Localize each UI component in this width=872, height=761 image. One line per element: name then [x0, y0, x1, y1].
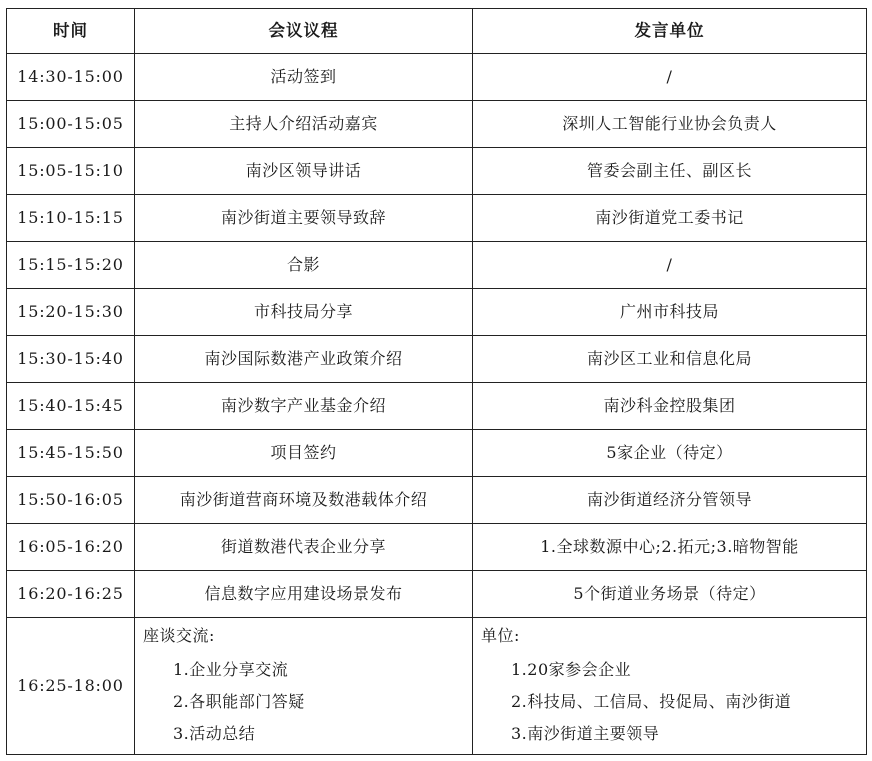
- unit-cell: 南沙街道经济分管领导: [473, 477, 867, 524]
- agenda-cell: 主持人介绍活动嘉宾: [135, 101, 473, 148]
- time-cell: 14:30-15:00: [7, 54, 135, 101]
- table-row: [7, 101, 867, 148]
- unit-cell: 南沙区工业和信息化局: [473, 336, 867, 383]
- agenda-cell: 街道数港代表企业分享: [135, 524, 473, 571]
- table-row: [7, 289, 867, 336]
- time-cell: 16:20-16:25: [7, 571, 135, 618]
- unit-cell: 南沙科金控股集团: [473, 383, 867, 430]
- table-row-discussion: [7, 618, 867, 755]
- header-unit: 发言单位: [473, 9, 867, 54]
- agenda-list-cell: [135, 618, 473, 755]
- table-row: [7, 148, 867, 195]
- unit-cell: 广州市科技局: [473, 289, 867, 336]
- agenda-cell: 南沙数字产业基金介绍: [135, 383, 473, 430]
- table-row: [7, 477, 867, 524]
- unit-cell: 5个街道业务场景（待定）: [473, 571, 867, 618]
- unit-cell: 深圳人工智能行业协会负责人: [473, 101, 867, 148]
- time-cell: 15:40-15:45: [7, 383, 135, 430]
- unit-cell: /: [473, 242, 867, 289]
- agenda-cell: 合影: [135, 242, 473, 289]
- unit-cell: /: [473, 54, 867, 101]
- time-cell: 16:25-18:00: [7, 618, 135, 755]
- table-row: [7, 383, 867, 430]
- agenda-cell: 南沙街道主要领导致辞: [135, 195, 473, 242]
- agenda-table: [6, 8, 867, 755]
- time-cell: 15:15-15:20: [7, 242, 135, 289]
- header-agenda: 会议议程: [135, 9, 473, 54]
- header-time: 时间: [7, 9, 135, 54]
- agenda-cell: 活动签到: [135, 54, 473, 101]
- table-row: [7, 571, 867, 618]
- unit-list-cell: [473, 618, 867, 755]
- table-row: [7, 336, 867, 383]
- unit-list-item: 2.科技局、工信局、投促局、南沙街道: [511, 692, 792, 711]
- table-row: [7, 195, 867, 242]
- time-cell: 15:20-15:30: [7, 289, 135, 336]
- unit-list-item: 1.20家参会企业: [511, 660, 632, 679]
- agenda-cell: 南沙街道营商环境及数港载体介绍: [135, 477, 473, 524]
- agenda-cell: 南沙国际数港产业政策介绍: [135, 336, 473, 383]
- time-cell: 15:50-16:05: [7, 477, 135, 524]
- time-cell: 16:05-16:20: [7, 524, 135, 571]
- table-row: [7, 430, 867, 477]
- agenda-cell: 市科技局分享: [135, 289, 473, 336]
- time-cell: 15:45-15:50: [7, 430, 135, 477]
- unit-cell: 1.全球数源中心;2.拓元;3.暗物智能: [473, 524, 867, 571]
- agenda-cell: 南沙区领导讲话: [135, 148, 473, 195]
- agenda-list-item: 1.企业分享交流: [173, 660, 289, 679]
- agenda-cell: 信息数字应用建设场景发布: [135, 571, 473, 618]
- table-row: [7, 54, 867, 101]
- unit-cell: 管委会副主任、副区长: [473, 148, 867, 195]
- unit-list-item: 3.南沙街道主要领导: [511, 724, 660, 743]
- header-row: [7, 9, 867, 54]
- table-row: [7, 242, 867, 289]
- time-cell: 15:05-15:10: [7, 148, 135, 195]
- unit-list-title: 单位:: [481, 626, 520, 645]
- agenda-list-item: 3.活动总结: [173, 724, 256, 743]
- table-row: [7, 524, 867, 571]
- unit-cell: 南沙街道党工委书记: [473, 195, 867, 242]
- unit-cell: 5家企业（待定）: [473, 430, 867, 477]
- agenda-list-item: 2.各职能部门答疑: [173, 692, 305, 711]
- time-cell: 15:00-15:05: [7, 101, 135, 148]
- time-cell: 15:10-15:15: [7, 195, 135, 242]
- agenda-cell: 项目签约: [135, 430, 473, 477]
- time-cell: 15:30-15:40: [7, 336, 135, 383]
- agenda-list-title: 座谈交流:: [143, 626, 215, 645]
